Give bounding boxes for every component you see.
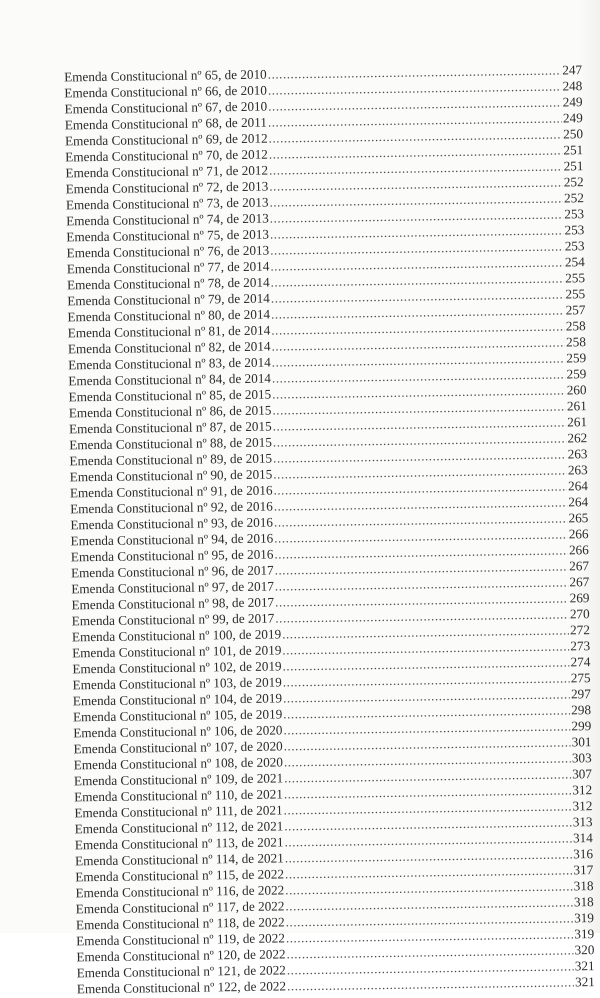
- entry-page-number: 266: [568, 526, 589, 542]
- entry-title: Emenda Constitucional nº 108, de 2020: [73, 754, 284, 773]
- entry-title: Emenda Constitucional nº 93, de 2016: [70, 514, 274, 533]
- entry-title: Emenda Constitucional nº 97, de 2017: [71, 578, 274, 597]
- entry-page-number: 262: [567, 430, 588, 446]
- entry-title: Emenda Constitucional nº 104, de 2019: [72, 690, 283, 709]
- entry-page-number: 320: [574, 942, 595, 958]
- entry-title: Emenda Constitucional nº 80, de 2014: [67, 306, 271, 325]
- entry-title: Emenda Constitucional nº 94, de 2016: [70, 530, 274, 549]
- entry-title: Emenda Constitucional nº 107, de 2020: [73, 738, 283, 757]
- entry-page-number: 250: [563, 126, 584, 142]
- entry-page-number: 249: [562, 94, 583, 110]
- entry-page-number: 301: [571, 734, 592, 750]
- entry-title: Emenda Constitucional nº 113, de 2021: [74, 834, 284, 853]
- entry-page-number: 297: [570, 686, 591, 702]
- entry-title: Emenda Constitucional nº 102, de 2019: [72, 658, 282, 677]
- entry-page-number: 316: [573, 846, 594, 862]
- entry-title: Emenda Constitucional nº 71, de 2012: [65, 162, 269, 181]
- entry-title: Emenda Constitucional nº 109, de 2021: [73, 770, 284, 789]
- entry-title: Emenda Constitucional nº 78, de 2014: [66, 274, 270, 293]
- entry-page-number: 269: [569, 590, 590, 606]
- entry-title: Emenda Constitucional nº 83, de 2014: [68, 354, 271, 373]
- entry-page-number: 247: [562, 62, 583, 78]
- entry-page-number: 252: [563, 174, 584, 190]
- entry-page-number: 259: [566, 366, 587, 382]
- entry-page-number: 307: [572, 766, 593, 782]
- entry-title: Emenda Constitucional nº 66, de 2010: [64, 82, 268, 101]
- entry-title: Emenda Constitucional nº 81, de 2014: [67, 322, 271, 341]
- entry-page-number: 261: [566, 398, 587, 414]
- entry-page-number: 253: [564, 206, 585, 222]
- entry-title: Emenda Constitucional nº 72, de 2013: [65, 178, 269, 197]
- entry-page-number: 266: [568, 542, 589, 558]
- entry-title: Emenda Constitucional nº 111, de 2021: [74, 802, 283, 821]
- entry-title: Emenda Constitucional nº 118, de 2022: [75, 914, 285, 933]
- entry-title: Emenda Constitucional nº 68, de 2011: [64, 114, 268, 133]
- entry-title: Emenda Constitucional nº 119, de 2022: [76, 930, 285, 949]
- entry-page-number: 303: [571, 750, 592, 766]
- entry-page-number: 253: [564, 222, 585, 238]
- entry-title: Emenda Constitucional nº 69, de 2012: [64, 130, 268, 149]
- entry-page-number: 270: [569, 606, 590, 622]
- entry-page-number: 258: [565, 334, 586, 350]
- entry-title: Emenda Constitucional nº 99, de 2017: [71, 610, 275, 629]
- dot-leader: [287, 974, 574, 994]
- entry-page-number: 312: [572, 782, 593, 798]
- entry-page-number: 255: [565, 286, 586, 302]
- entry-title: Emenda Constitucional nº 82, de 2014: [67, 338, 271, 357]
- entry-page-number: 261: [567, 414, 588, 430]
- entry-page-number: 267: [569, 574, 590, 590]
- entry-title: Emenda Constitucional nº 115, de 2022: [75, 866, 285, 885]
- entry-page-number: 319: [574, 926, 595, 942]
- entry-page-number: 321: [574, 974, 595, 990]
- entry-title: Emenda Constitucional nº 85, de 2015: [68, 386, 272, 405]
- entry-page-number: 251: [563, 142, 584, 158]
- entry-page-number: 314: [572, 830, 593, 846]
- entry-page-number: 265: [568, 510, 589, 526]
- entry-title: Emenda Constitucional nº 101, de 2019: [72, 642, 282, 661]
- entry-page-number: 263: [567, 462, 588, 478]
- entry-page-number: 253: [564, 238, 585, 254]
- entry-title: Emenda Constitucional nº 77, de 2014: [66, 258, 270, 277]
- entry-title: Emenda Constitucional nº 106, de 2020: [73, 722, 283, 741]
- entry-page-number: 312: [572, 798, 593, 814]
- entry-title: Emenda Constitucional nº 67, de 2010: [64, 98, 268, 117]
- entry-title: Emenda Constitucional nº 86, de 2015: [68, 402, 272, 421]
- entry-title: Emenda Constitucional nº 105, de 2019: [72, 706, 283, 725]
- entry-page-number: 274: [570, 654, 591, 670]
- entry-title: Emenda Constitucional nº 73, de 2013: [65, 194, 269, 213]
- entry-title: Emenda Constitucional nº 90, de 2015: [69, 466, 273, 485]
- entry-page-number: 249: [562, 110, 583, 126]
- entry-title: Emenda Constitucional nº 100, de 2019: [71, 626, 282, 645]
- entry-title: Emenda Constitucional nº 120, de 2022: [76, 946, 286, 965]
- entry-page-number: 263: [567, 446, 588, 462]
- entry-page-number: 267: [569, 558, 590, 574]
- entry-title: Emenda Constitucional nº 116, de 2022: [75, 882, 285, 901]
- entry-title: Emenda Constitucional nº 75, de 2013: [66, 226, 270, 245]
- entry-page-number: 260: [566, 382, 587, 398]
- entry-title: Emenda Constitucional nº 88, de 2015: [69, 434, 272, 453]
- entry-page-number: 317: [573, 862, 594, 878]
- entry-title: Emenda Constitucional nº 95, de 2016: [70, 546, 274, 565]
- entry-title: Emenda Constitucional nº 84, de 2014: [68, 370, 272, 389]
- entry-page-number: 318: [573, 894, 594, 910]
- entry-title: Emenda Constitucional nº 103, de 2019: [72, 674, 282, 693]
- entry-page-number: 272: [570, 622, 591, 638]
- entry-page-number: 321: [574, 958, 595, 974]
- entry-title: Emenda Constitucional nº 114, de 2021: [74, 850, 284, 869]
- entry-title: Emenda Constitucional nº 117, de 2022: [75, 898, 285, 917]
- entry-title: Emenda Constitucional nº 96, de 2017: [70, 562, 274, 581]
- entry-page-number: 264: [568, 478, 588, 494]
- entry-title: Emenda Constitucional nº 110, de 2021: [74, 786, 283, 805]
- entry-title: Emenda Constitucional nº 70, de 2012: [65, 146, 268, 165]
- table-of-contents: [0, 62, 600, 998]
- entry-title: Emenda Constitucional nº 74, de 2013: [66, 210, 269, 229]
- entry-title: Emenda Constitucional nº 65, de 2010: [64, 66, 267, 85]
- entry-page-number: 275: [570, 670, 591, 686]
- entry-page-number: 254: [564, 254, 585, 270]
- entry-title: Emenda Constitucional nº 89, de 2015: [69, 450, 273, 469]
- entry-page-number: 257: [565, 302, 586, 318]
- entry-title: Emenda Constitucional nº 112, de 2021: [74, 818, 284, 837]
- entry-title: Emenda Constitucional nº 122, de 2022: [76, 978, 287, 997]
- entry-page-number: 251: [563, 158, 584, 174]
- entry-page-number: 255: [565, 270, 586, 286]
- entry-title: Emenda Constitucional nº 79, de 2014: [67, 290, 270, 309]
- entry-page-number: 264: [568, 494, 589, 510]
- entry-page-number: 259: [566, 350, 587, 366]
- entry-page-number: 299: [571, 718, 592, 734]
- entry-page-number: 258: [565, 318, 586, 334]
- entry-page-number: 273: [570, 638, 591, 654]
- entry-page-number: 319: [574, 910, 595, 926]
- entry-title: Emenda Constitucional nº 98, de 2017: [71, 594, 275, 613]
- entry-page-number: 313: [572, 814, 593, 830]
- entry-title: Emenda Constitucional nº 87, de 2015: [68, 418, 272, 437]
- entry-page-number: 252: [563, 190, 584, 206]
- entry-title: Emenda Constitucional nº 92, de 2016: [70, 498, 273, 517]
- entry-page-number: 248: [562, 78, 583, 94]
- entry-page-number: 318: [573, 878, 594, 894]
- entry-title: Emenda Constitucional nº 76, de 2013: [66, 242, 270, 261]
- entry-page-number: 298: [571, 702, 592, 718]
- entry-title: Emenda Constitucional nº 121, de 2022: [76, 962, 286, 981]
- entry-title: Emenda Constitucional nº 91, de 2016: [69, 482, 273, 501]
